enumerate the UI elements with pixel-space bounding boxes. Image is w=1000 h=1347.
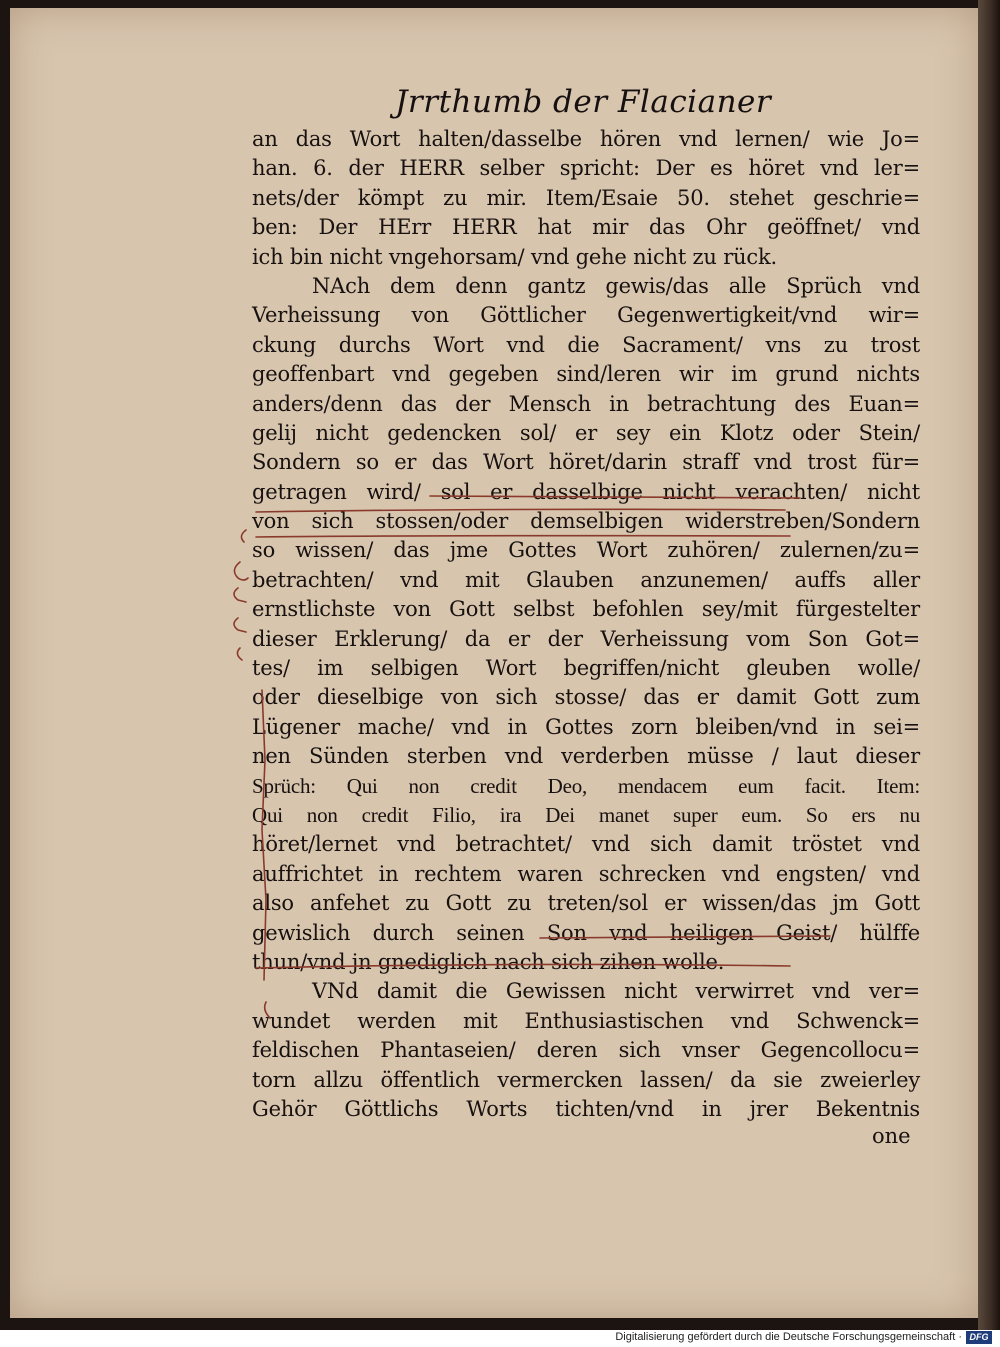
paragraph-start: NAch dem denn gantz gewis/das alle Sprüch vnd bbox=[312, 273, 920, 298]
text-line: thun/vnd jn gnediglich nach sich zihen wolle. bbox=[252, 949, 725, 974]
text-line: höret/lernet vnd betrachtet/ vnd sich damit tröstet vnd bbox=[252, 832, 920, 857]
text-line: anders/denn das der Mensch in betrachtung des Euan= bbox=[252, 391, 920, 416]
text-line: auffrichtet in rechtem waren schrecken vnd engsten/ vnd bbox=[252, 861, 920, 886]
text-line: tes/ im selbigen Wort begriffen/nicht gleuben wolle/ bbox=[252, 656, 920, 681]
text-line: wundet werden mit Enthusiastischen vnd Schwenck= bbox=[252, 1008, 920, 1033]
text-line: ernstlichste von Gott selbst befohlen sey/mit fürgestelter bbox=[252, 597, 920, 622]
text-line: betrachten/ vnd mit Glauben anzunemen/ auffs aller bbox=[252, 567, 920, 592]
text-line: geoffenbart vnd gegeben sind/leren wir im grund nichts bbox=[252, 362, 920, 387]
text-line: ckung durchs Wort vnd die Sacrament/ vns zu trost bbox=[252, 332, 920, 357]
text-line: Sondern so er das Wort höret/darin straff vnd trost für= bbox=[252, 450, 920, 475]
catchword: one bbox=[872, 1124, 911, 1148]
text-line: Sprüch: Qui non credit Deo, mendacem eum facit. Item: bbox=[252, 773, 920, 798]
page-edge bbox=[978, 0, 1000, 1330]
dfg-logo: DFG bbox=[966, 1331, 992, 1344]
text-line: nen Sünden sterben vnd verderben müsse / laut dieser bbox=[252, 744, 920, 769]
text-line: dieser Erklerung/ da er der Verheissung vom Son Got= bbox=[252, 626, 920, 651]
text-line: torn allzu öffentlich vermercken lassen/ da sie zweierley bbox=[252, 1067, 920, 1092]
text-line: ben: Der HErr HERR hat mir das Ohr geöffnet/ vnd bbox=[252, 215, 920, 240]
text-line: so wissen/ das jme Gottes Wort zuhören/ zulernen/zu= bbox=[252, 538, 920, 563]
text-line: gewislich durch seinen Son vnd heiligen Geist/ hülffe bbox=[252, 920, 920, 945]
footer-credit: Digitalisierung gefördert durch die Deutsche Forschungsgemeinschaft · bbox=[615, 1331, 962, 1343]
text-line: gelij nicht gedencken sol/ er sey ein Klotz oder Stein/ bbox=[252, 420, 920, 445]
text-line: also anfehet zu Gott zu treten/sol er wissen/das jm Gott bbox=[252, 891, 920, 916]
text-line: Gehör Göttlichs Worts tichten/vnd in jrer Bekentnis bbox=[252, 1096, 920, 1121]
text-line: getragen wird/ sol er dasselbige nicht verachten/ nicht bbox=[252, 479, 920, 504]
body-text bbox=[252, 125, 920, 1124]
paragraph-start: VNd damit die Gewissen nicht verwirret vnd ver= bbox=[312, 979, 920, 1004]
text-line: Verheissung von Göttlicher Gegenwertigkeit/vnd wir= bbox=[252, 303, 920, 328]
text-line: ich bin nicht vngehorsam/ vnd gehe nicht zu rück. bbox=[252, 244, 777, 269]
text-line: nets/der kömpt zu mir. Item/Esaie 50. stehet geschrie= bbox=[252, 185, 920, 210]
running-head: Jrrthumb der Flacianer bbox=[395, 84, 772, 120]
text-line: an das Wort halten/dasselbe hören vnd lernen/ wie Jo= bbox=[252, 127, 920, 151]
text-line: Qui non credit Filio, ira Dei manet super eum. So ers nu bbox=[252, 802, 920, 827]
text-line: oder dieselbige von sich stosse/ das er damit Gott zum bbox=[252, 685, 920, 710]
text-line: feldischen Phantaseien/ deren sich vnser Gegencollocu= bbox=[252, 1038, 920, 1063]
text-line: Lügener mache/ vnd in Gottes zorn bleiben/vnd in sei= bbox=[252, 714, 920, 739]
text-line: han. 6. der HERR selber spricht: Der es höret vnd ler= bbox=[252, 156, 920, 181]
text-line: von sich stossen/oder demselbigen widerstreben/Sondern bbox=[252, 509, 920, 534]
